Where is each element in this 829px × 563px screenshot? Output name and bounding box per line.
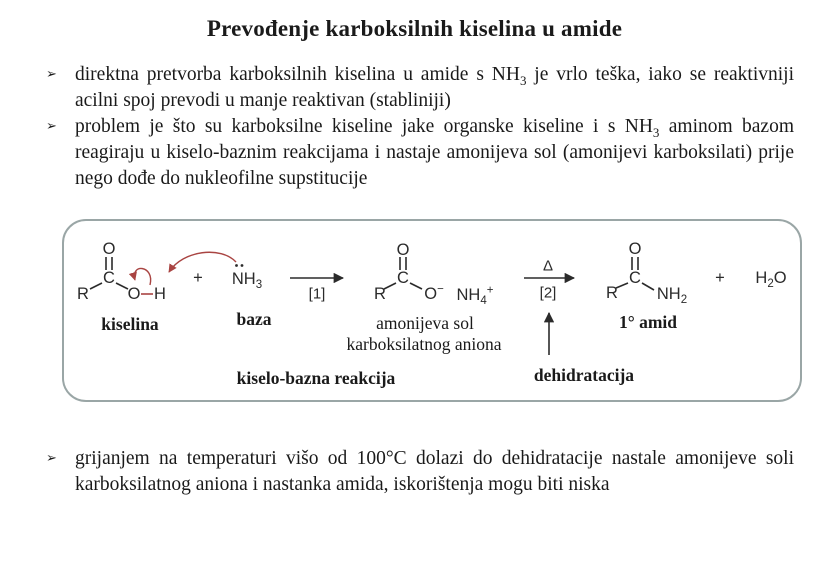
bullet-item-1 bbox=[46, 62, 794, 114]
nh3-lone-pair-dots bbox=[235, 264, 243, 267]
bullet-arrow-icon: ➢ bbox=[46, 119, 57, 134]
bullet-text-3: grijanjem na temperaturi višo od 100°C dolazi do dehidratacije nastale amonijeve soli karboksilatnog aniona i nastanka amida, iskorištenja mogu biti niska bbox=[75, 448, 794, 495]
ammonia-nh: NH bbox=[231, 269, 256, 288]
acid-hydroxyl-h: H bbox=[154, 284, 166, 303]
salt-r: R bbox=[374, 284, 386, 303]
salt-c: C bbox=[397, 268, 409, 287]
salt-label-line1: amonijeva sol bbox=[376, 312, 474, 333]
salt-o-minus bbox=[424, 283, 444, 303]
plus-sign-1: + bbox=[193, 268, 203, 287]
bullet-list-top bbox=[46, 62, 794, 192]
acid-hydroxyl-o: O bbox=[127, 284, 141, 303]
acid-base-reaction-label: kiselo-bazna reakcija bbox=[236, 367, 396, 388]
amide-carbonyl-o: O bbox=[628, 239, 642, 258]
bullet1-text-pre: direktna pretvorba karboksilnih kiselina u amide s NH bbox=[75, 64, 520, 85]
amide-label: 1° amid bbox=[618, 311, 678, 332]
bullet-item-2 bbox=[46, 114, 794, 192]
bullet2-text-post: aminom bazom reagiraju u kiselo-baznim reakcijama i nastaje amonijeva sol (amonijevi karboksilati) prije nego dođe do nukleofilne supstitucije bbox=[75, 116, 794, 189]
ammonium-nh: NH bbox=[456, 285, 481, 304]
bullet-text-1 bbox=[75, 62, 794, 114]
step1-label: [1] bbox=[308, 285, 326, 303]
curved-arrow-oh-to-o bbox=[134, 269, 150, 285]
salt-carbonyl-o: O bbox=[396, 240, 410, 259]
bullet-text-2 bbox=[75, 114, 794, 192]
bullet2-text-pre: problem je što su karboksilne kiseline jake organske kiseline i s NH bbox=[75, 116, 653, 137]
bullet-item-3 bbox=[46, 446, 794, 498]
salt-label-line2: karboksilatnog aniona bbox=[346, 333, 502, 354]
salt-o: O bbox=[424, 284, 438, 303]
amide-sub2: 2 bbox=[680, 294, 688, 307]
delta-heat-symbol: Δ bbox=[542, 257, 554, 275]
dehydration-label: dehidratacija bbox=[533, 364, 635, 385]
water-o: O bbox=[773, 268, 787, 287]
ammonia-formula bbox=[231, 269, 263, 292]
page-title: Prevođenje karboksilnih kiselina u amide bbox=[206, 16, 623, 41]
bullet-list-bottom bbox=[46, 446, 794, 498]
bullet-arrow-icon: ➢ bbox=[46, 451, 57, 466]
ammonia-sub3: 3 bbox=[255, 279, 263, 292]
bullet-arrow-icon: ➢ bbox=[46, 67, 57, 82]
reaction-bonds-and-arrows-graphic bbox=[64, 221, 800, 400]
water-sub2: 2 bbox=[767, 278, 774, 291]
acid-label: kiselina bbox=[101, 313, 159, 334]
ammonium-sub4: 4 bbox=[480, 295, 487, 308]
ammonium-formula bbox=[456, 284, 494, 308]
acid-c: C bbox=[103, 268, 115, 287]
amide-nh2-formula bbox=[656, 284, 688, 307]
amide-c: C bbox=[629, 268, 641, 287]
plus-sign-2: + bbox=[715, 268, 725, 287]
acid-r: R bbox=[77, 284, 89, 303]
bullet1-subscript: 3 bbox=[519, 72, 527, 88]
step2-label: [2] bbox=[539, 284, 557, 302]
water-formula bbox=[755, 268, 787, 291]
bullet2-subscript: 3 bbox=[652, 124, 660, 140]
amide-r: R bbox=[606, 283, 618, 302]
water-h: H bbox=[755, 268, 768, 287]
reaction-box bbox=[62, 219, 802, 402]
acid-carbonyl-o: O bbox=[102, 239, 116, 258]
amide-nh: NH bbox=[656, 284, 681, 303]
base-label: baza bbox=[236, 308, 272, 329]
ammonium-plus-charge: + bbox=[486, 284, 494, 297]
salt-minus-charge: − bbox=[437, 283, 444, 296]
bullet1-text-post: je vrlo teška, iako se reaktivniji acilni spoj prevodi u manje reaktivan (stabliniji) bbox=[75, 64, 794, 111]
